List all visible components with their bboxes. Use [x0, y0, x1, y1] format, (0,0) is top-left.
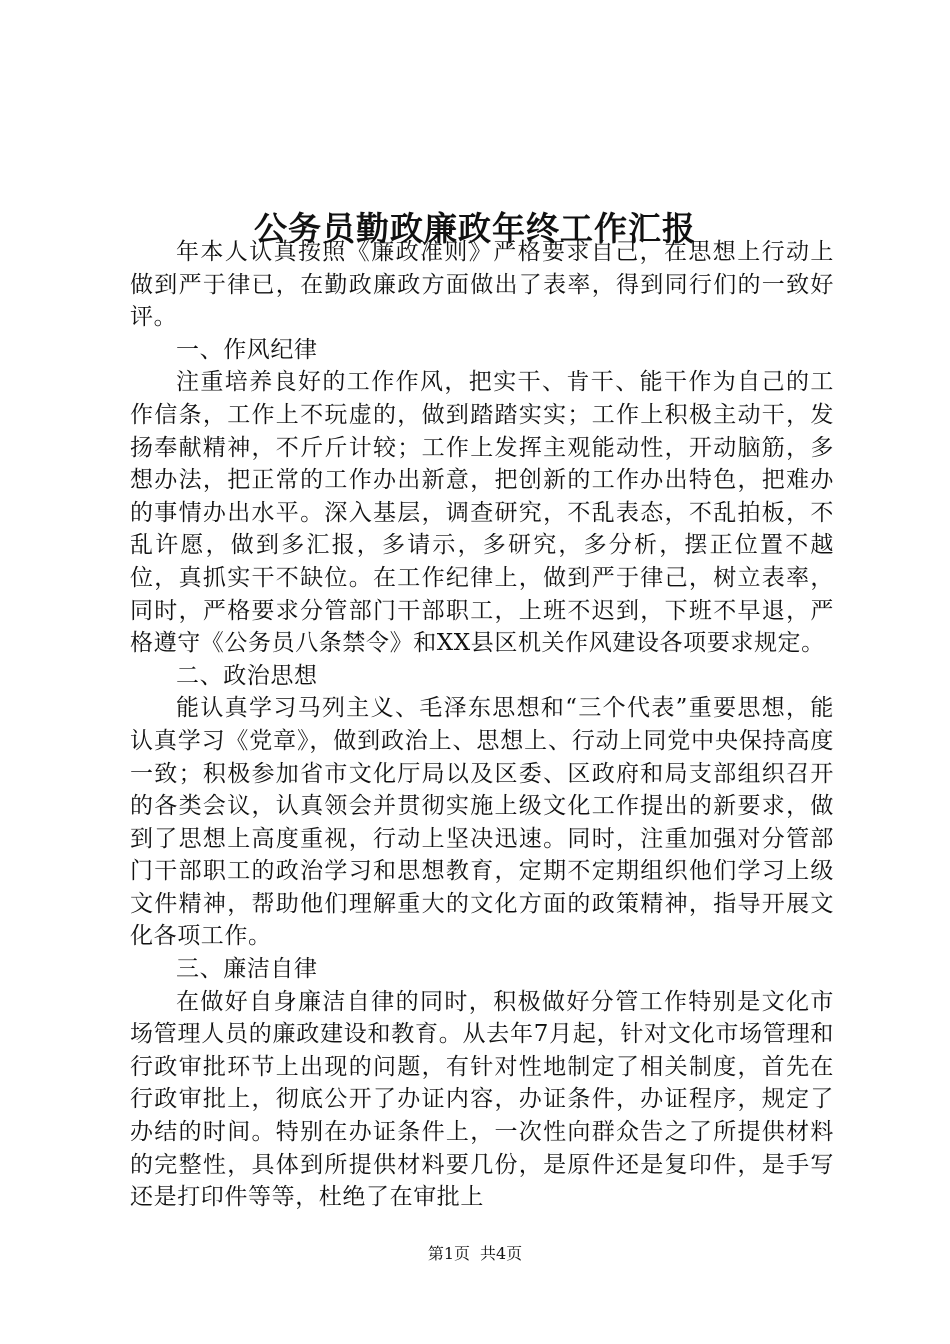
section-heading-political-thought: 二、政治思想 — [176, 662, 318, 689]
political-thought-paragraph: 能认真学习马列主义、毛泽东思想和“三个代表”重要思想，能认真学习《党章》，做到政治上、思想上、行动上同党中央保持高度一致；积极参加省市文化厅局以及区委、区政府和局支部组织召开的各类会议，认真领会并贯彻实施上级文化工作提出的新要求，做到了思想上高度重视，行动上坚决迅速。同时，注重加强对分管部门干部职工的政治学习和思想教育，定期不定期组织他们学习上级文件精神，帮助他们理解重大的文化方面的政策精神，指导开展文化各项工作。 — [130, 695, 834, 950]
document-title: 公务员勤政廉政年终工作汇报 — [254, 209, 696, 249]
page-footer — [0, 1243, 950, 1265]
work-style-paragraph: 注重培养良好的工作作风，把实干、肯干、能干作为自己的工作信条，工作上不玩虚的，做到踏踏实实；工作上积极主动干，发扬奉献精神，不斤斤计较；工作上发挥主观能动性，开动脑筋，多想办法，把正常的工作办出新意，把创新的工作办出特色，把难办的事情办出水平。深入基层，调查研究，不乱表态，不乱拍板，不乱许愿，做到多汇报，多请示，多研究，多分析，摆正位置不越位，真抓实干不缺位。在工作纪律上，做到严于律己，树立表率，同时，严格要求分管部门干部职工，上班不迟到，下班不早退，严格遵守《公务员八条禁令》和XX县区机关作风建设各项要求规定。 — [130, 369, 834, 657]
section-heading-integrity: 三、廉洁自律 — [176, 956, 318, 983]
page-number: 第1页 — [427, 1244, 470, 1263]
page-total: 共4页 — [480, 1244, 523, 1263]
section-heading-work-style: 一、作风纪律 — [176, 336, 318, 363]
integrity-paragraph: 在做好自身廉洁自律的同时，积极做好分管工作特别是文化市场管理人员的廉政建设和教育。从去年7月起，针对文化市场管理和行政审批环节上出现的问题，有针对性地制定了相关制度，首先在行政审批上，彻底公开了办证内容，办证条件，办证程序，规定了办结的时间。特别在办证条件上，一次性向群众告之了所提供材料的完整性，具体到所提供材料要几份，是原件还是复印件，是手写还是打印件等等，杜绝了在审批上 — [130, 988, 834, 1211]
intro-paragraph: 年本人认真按照《廉政准则》严格要求自己，在思想上行动上做到严于律已，在勤政廉政方面做出了表率，得到同行们的一致好评。 — [130, 239, 834, 331]
document-body — [130, 236, 834, 1214]
